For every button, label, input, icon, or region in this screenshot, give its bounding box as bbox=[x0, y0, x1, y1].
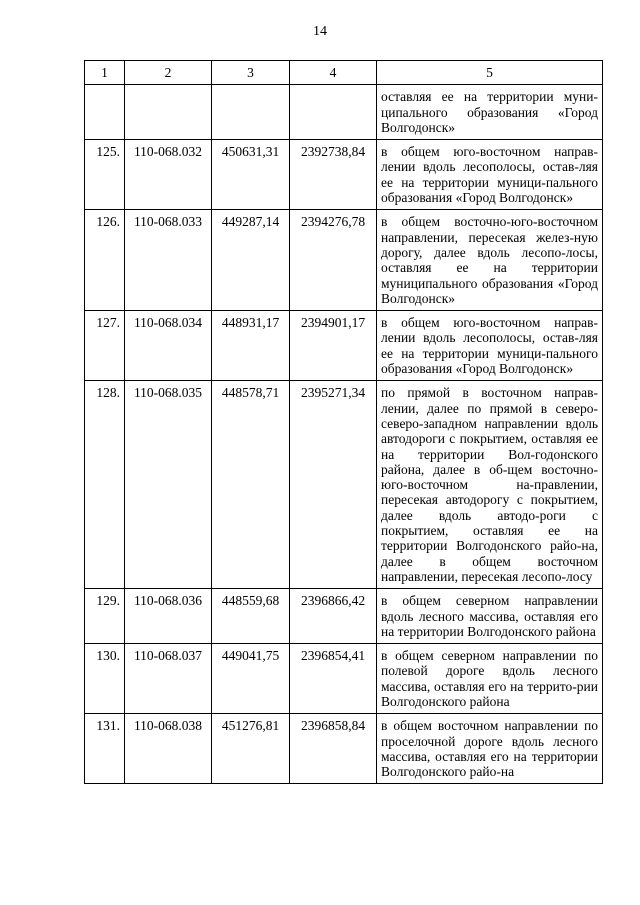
table-row bbox=[85, 589, 603, 644]
coordinate-y: 2396858,84 bbox=[290, 714, 377, 784]
boundary-description: в общем северном направлении по полевой дороге вдоль лесного массива, оставляя его на террито-рии Волгодонского района bbox=[377, 644, 603, 714]
point-code: 110-068.036 bbox=[125, 589, 212, 644]
point-number: 126. bbox=[85, 210, 125, 311]
table-row bbox=[85, 311, 603, 381]
point-number: 125. bbox=[85, 140, 125, 210]
point-code: 110-068.035 bbox=[125, 381, 212, 589]
point-code: 110-068.038 bbox=[125, 714, 212, 784]
point-code: 110-068.037 bbox=[125, 644, 212, 714]
point-number: 127. bbox=[85, 311, 125, 381]
coordinate-x: 449287,14 bbox=[212, 210, 290, 311]
boundary-description: в общем восточно-юго-восточном направлении, пересекая желез-ную дорогу, далее вдоль лесопо-лосы, оставляя ее на территории муниципального образования «Город Волгодонск» bbox=[377, 210, 603, 311]
coordinate-y: 2396866,42 bbox=[290, 589, 377, 644]
point-number: 129. bbox=[85, 589, 125, 644]
coordinate-x bbox=[212, 85, 290, 140]
boundary-description: в общем северном направлении вдоль лесного массива, оставляя его на территории Волгодонского района bbox=[377, 589, 603, 644]
point-code: 110-068.034 bbox=[125, 311, 212, 381]
coordinate-y: 2394901,17 bbox=[290, 311, 377, 381]
coordinate-x: 451276,81 bbox=[212, 714, 290, 784]
column-header: 2 bbox=[125, 61, 212, 85]
coordinate-y bbox=[290, 85, 377, 140]
boundary-table bbox=[84, 60, 603, 784]
coordinate-x: 448578,71 bbox=[212, 381, 290, 589]
boundary-description: по прямой в восточном направ-лении, далее по прямой в северо-северо-западном направлении вдоль автодороги с покрытием, оставляя ее на территории Вол-годонского района, далее в об-щем восточно-юго-восточном на-правлении, пересекая автодорогу с покрытием, далее вдоль автодо-роги с покрытием, оставляя ее на территории Волгодонского райо-на, далее в общем восточном направлении, пересекая лесопо-лосу bbox=[377, 381, 603, 589]
coordinate-y: 2394276,78 bbox=[290, 210, 377, 311]
table-row bbox=[85, 381, 603, 589]
table-row bbox=[85, 714, 603, 784]
boundary-description: в общем юго-восточном направ-лении вдоль лесополосы, остав-ляя ее на территории муници-пального образования «Город Волгодонск» bbox=[377, 311, 603, 381]
point-number: 128. bbox=[85, 381, 125, 589]
point-code bbox=[125, 85, 212, 140]
coordinate-x: 448559,68 bbox=[212, 589, 290, 644]
boundary-description: оставляя ее на территории муни-ципального образования «Город Волгодонск» bbox=[377, 85, 603, 140]
point-number: 131. bbox=[85, 714, 125, 784]
point-code: 110-068.033 bbox=[125, 210, 212, 311]
table-row bbox=[85, 644, 603, 714]
table-row bbox=[85, 140, 603, 210]
column-header: 3 bbox=[212, 61, 290, 85]
coordinate-x: 449041,75 bbox=[212, 644, 290, 714]
column-header: 4 bbox=[290, 61, 377, 85]
coordinate-x: 450631,31 bbox=[212, 140, 290, 210]
point-number: 130. bbox=[85, 644, 125, 714]
table-row bbox=[85, 210, 603, 311]
page-number: 14 bbox=[313, 24, 327, 39]
table-row bbox=[85, 85, 603, 140]
boundary-description: в общем юго-восточном направ-лении вдоль лесополосы, остав-ляя ее на территории муници-пального образования «Город Волгодонск» bbox=[377, 140, 603, 210]
header-row bbox=[85, 61, 603, 85]
boundary-description: в общем восточном направлении по проселочной дороге вдоль лесного массива, оставляя его на территории Волгодонского райо-на bbox=[377, 714, 603, 784]
coordinate-y: 2392738,84 bbox=[290, 140, 377, 210]
coordinate-x: 448931,17 bbox=[212, 311, 290, 381]
coordinate-y: 2395271,34 bbox=[290, 381, 377, 589]
column-header: 5 bbox=[377, 61, 603, 85]
column-header: 1 bbox=[85, 61, 125, 85]
point-code: 110-068.032 bbox=[125, 140, 212, 210]
coordinate-y: 2396854,41 bbox=[290, 644, 377, 714]
point-number bbox=[85, 85, 125, 140]
